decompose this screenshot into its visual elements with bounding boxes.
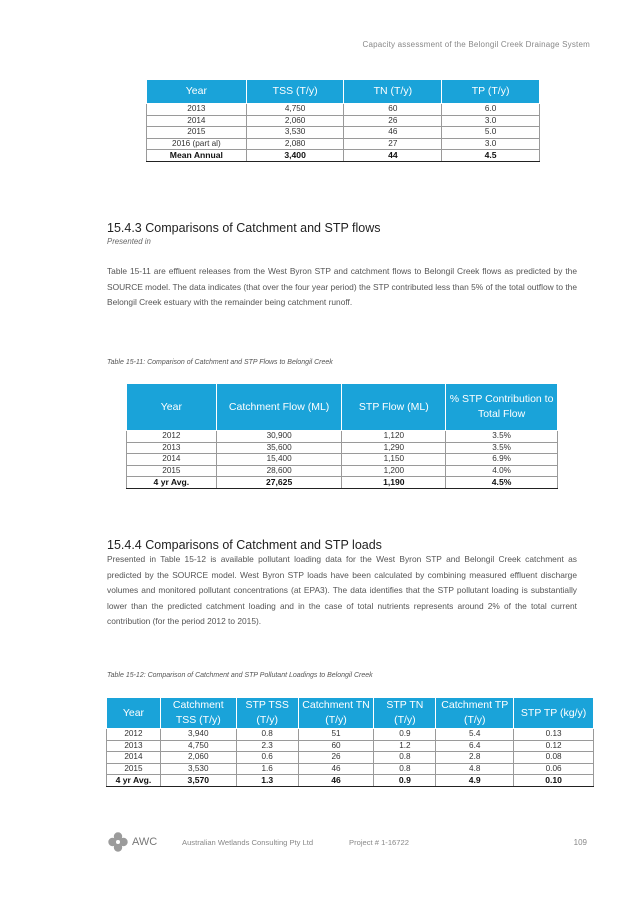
- table-cell: 0.8: [374, 763, 436, 775]
- table-cell: 2012: [107, 729, 161, 741]
- table-cell: 3.5%: [446, 442, 558, 454]
- table-cell: 1.2: [374, 740, 436, 752]
- table-cell: 3,530: [160, 763, 236, 775]
- column-header: TP (T/y): [442, 80, 540, 104]
- table-cell: 0.13: [514, 729, 594, 741]
- flows-table: [126, 383, 558, 489]
- summary-cell: 46: [298, 775, 374, 787]
- table-row: [147, 138, 540, 150]
- summary-row: [147, 150, 540, 162]
- table-cell: 2012: [127, 431, 217, 443]
- column-header: Catchment TN (T/y): [298, 698, 374, 729]
- table-cell: 2,060: [160, 752, 236, 764]
- table-cell: 0.8: [236, 729, 298, 741]
- table-cell: 4,750: [246, 104, 344, 116]
- section-heading-loads: 15.4.4 Comparisons of Catchment and STP loads: [107, 538, 382, 552]
- table-cell: 0.08: [514, 752, 594, 764]
- table-cell: 2013: [147, 104, 247, 116]
- table-cell: 1,150: [342, 454, 446, 466]
- summary-row: [107, 775, 594, 787]
- summary-cell: 0.10: [514, 775, 594, 787]
- column-header: STP TP (kg/y): [514, 698, 594, 729]
- table-row: [147, 115, 540, 127]
- table-cell: 1,200: [342, 465, 446, 477]
- table-cell: 2013: [127, 442, 217, 454]
- summary-cell: 4.5: [442, 150, 540, 162]
- table-cell: 0.12: [514, 740, 594, 752]
- table-row: [107, 763, 594, 775]
- table-cell: 3.0: [442, 115, 540, 127]
- table-cell: 60: [344, 104, 442, 116]
- column-header: % STP Contribution to Total Flow: [446, 384, 558, 431]
- column-header: Catchment TSS (T/y): [160, 698, 236, 729]
- loadings-table: [106, 697, 594, 787]
- table-cell: 35,600: [216, 442, 342, 454]
- summary-cell: 4 yr Avg.: [127, 477, 217, 489]
- table-row: [147, 127, 540, 139]
- table-cell: 4,750: [160, 740, 236, 752]
- table-cell: 3.0: [442, 138, 540, 150]
- table-cell: 4.0%: [446, 465, 558, 477]
- table-cell: 1.6: [236, 763, 298, 775]
- table-row: [127, 442, 558, 454]
- summary-cell: 44: [344, 150, 442, 162]
- table-caption-loads: Table 15-12: Comparison of Catchment and STP Pollutant Loadings to Belongil Creek: [107, 672, 373, 679]
- page-footer: [107, 831, 587, 855]
- summary-cell: 1.3: [236, 775, 298, 787]
- column-header: STP TN (T/y): [374, 698, 436, 729]
- project-number: Project # 1-16722: [349, 838, 409, 847]
- table-cell: 60: [298, 740, 374, 752]
- table-cell: 15,400: [216, 454, 342, 466]
- table-cell: 0.8: [374, 752, 436, 764]
- table-cell: 5.4: [436, 729, 514, 741]
- summary-row: [127, 477, 558, 489]
- summary-cell: 27,625: [216, 477, 342, 489]
- table-row: [107, 740, 594, 752]
- table-row: [127, 431, 558, 443]
- table-cell: 2014: [107, 752, 161, 764]
- column-header: Year: [147, 80, 247, 104]
- table-cell: 0.9: [374, 729, 436, 741]
- page-number: 109: [573, 838, 587, 847]
- summary-cell: Mean Annual: [147, 150, 247, 162]
- table-cell: 0.6: [236, 752, 298, 764]
- table-cell: 3,940: [160, 729, 236, 741]
- summary-cell: 4.5%: [446, 477, 558, 489]
- table-cell: 51: [298, 729, 374, 741]
- table-cell: 2013: [107, 740, 161, 752]
- table-cell: 2015: [107, 763, 161, 775]
- table-cell: 2014: [127, 454, 217, 466]
- summary-cell: 4 yr Avg.: [107, 775, 161, 787]
- table-cell: 2.3: [236, 740, 298, 752]
- table-row: [127, 454, 558, 466]
- summary-cell: 3,570: [160, 775, 236, 787]
- table-cell: 2.8: [436, 752, 514, 764]
- running-header: Capacity assessment of the Belongil Creek Drainage System: [362, 40, 590, 49]
- table-cell: 6.0: [442, 104, 540, 116]
- table-cell: 5.0: [442, 127, 540, 139]
- table-cell: 0.06: [514, 763, 594, 775]
- section-subtitle: Presented in: [107, 237, 151, 246]
- table-cell: 26: [298, 752, 374, 764]
- company-name: Australian Wetlands Consulting Pty Ltd: [182, 838, 314, 847]
- table-cell: 46: [344, 127, 442, 139]
- summary-cell: 0.9: [374, 775, 436, 787]
- table-cell: 28,600: [216, 465, 342, 477]
- column-header: Year: [107, 698, 161, 729]
- table-cell: 2014: [147, 115, 247, 127]
- column-header: Year: [127, 384, 217, 431]
- table-cell: 1,120: [342, 431, 446, 443]
- pollutant-loads-table: [146, 79, 540, 162]
- table-cell: 6.9%: [446, 454, 558, 466]
- column-header: STP Flow (ML): [342, 384, 446, 431]
- column-header: Catchment Flow (ML): [216, 384, 342, 431]
- section-heading-flows: 15.4.3 Comparisons of Catchment and STP flows: [107, 221, 381, 235]
- table-cell: 26: [344, 115, 442, 127]
- table-cell: 46: [298, 763, 374, 775]
- table-caption-flows: Table 15-11: Comparison of Catchment and STP Flows to Belongil Creek: [107, 359, 333, 366]
- table-cell: 2015: [127, 465, 217, 477]
- table-row: [107, 752, 594, 764]
- table-row: [147, 104, 540, 116]
- loads-paragraph: Presented in Table 15-12 is available pollutant loading data for the West Byron STP and Belongil Creek catchment as predicted by the SOURCE model. West Byron STP loads have been calculated by combining measured effluent discharge volumes and monitored pollutant concentrations (at EPA3). The data identifies that the STP pollutant loading is substantially lower than the predicted catchment loading and in the case of total nutrients represents around 2% of the total current contribution (for the period 2012 to 2015).: [107, 554, 577, 627]
- table-cell: 2,080: [246, 138, 344, 150]
- table-cell: 1,290: [342, 442, 446, 454]
- table-cell: 3.5%: [446, 431, 558, 443]
- logo-text: AWC: [132, 836, 158, 848]
- column-header: Catchment TP (T/y): [436, 698, 514, 729]
- summary-cell: 4.9: [436, 775, 514, 787]
- table-row: [127, 465, 558, 477]
- table-cell: 4.8: [436, 763, 514, 775]
- table-cell: 2,060: [246, 115, 344, 127]
- column-header: STP TSS (T/y): [236, 698, 298, 729]
- table-cell: 27: [344, 138, 442, 150]
- table-cell: 3,530: [246, 127, 344, 139]
- awc-logo-icon: [107, 831, 129, 853]
- summary-cell: 3,400: [246, 150, 344, 162]
- table-row: [107, 729, 594, 741]
- column-header: TSS (T/y): [246, 80, 344, 104]
- summary-cell: 1,190: [342, 477, 446, 489]
- table-cell: 2015: [147, 127, 247, 139]
- flows-paragraph: Table 15-11 are effluent releases from the West Byron STP and catchment flows to Belongil Creek flows as predicted by the SOURCE model. The data indicates (that over the four year period) the STP contributed less than 5% of the total outflow to the Belongil Creek estuary with the remainder being catchment runoff.: [107, 266, 577, 308]
- column-header: TN (T/y): [344, 80, 442, 104]
- table-cell: 2016 (part al): [147, 138, 247, 150]
- table-cell: 6.4: [436, 740, 514, 752]
- table-cell: 30,900: [216, 431, 342, 443]
